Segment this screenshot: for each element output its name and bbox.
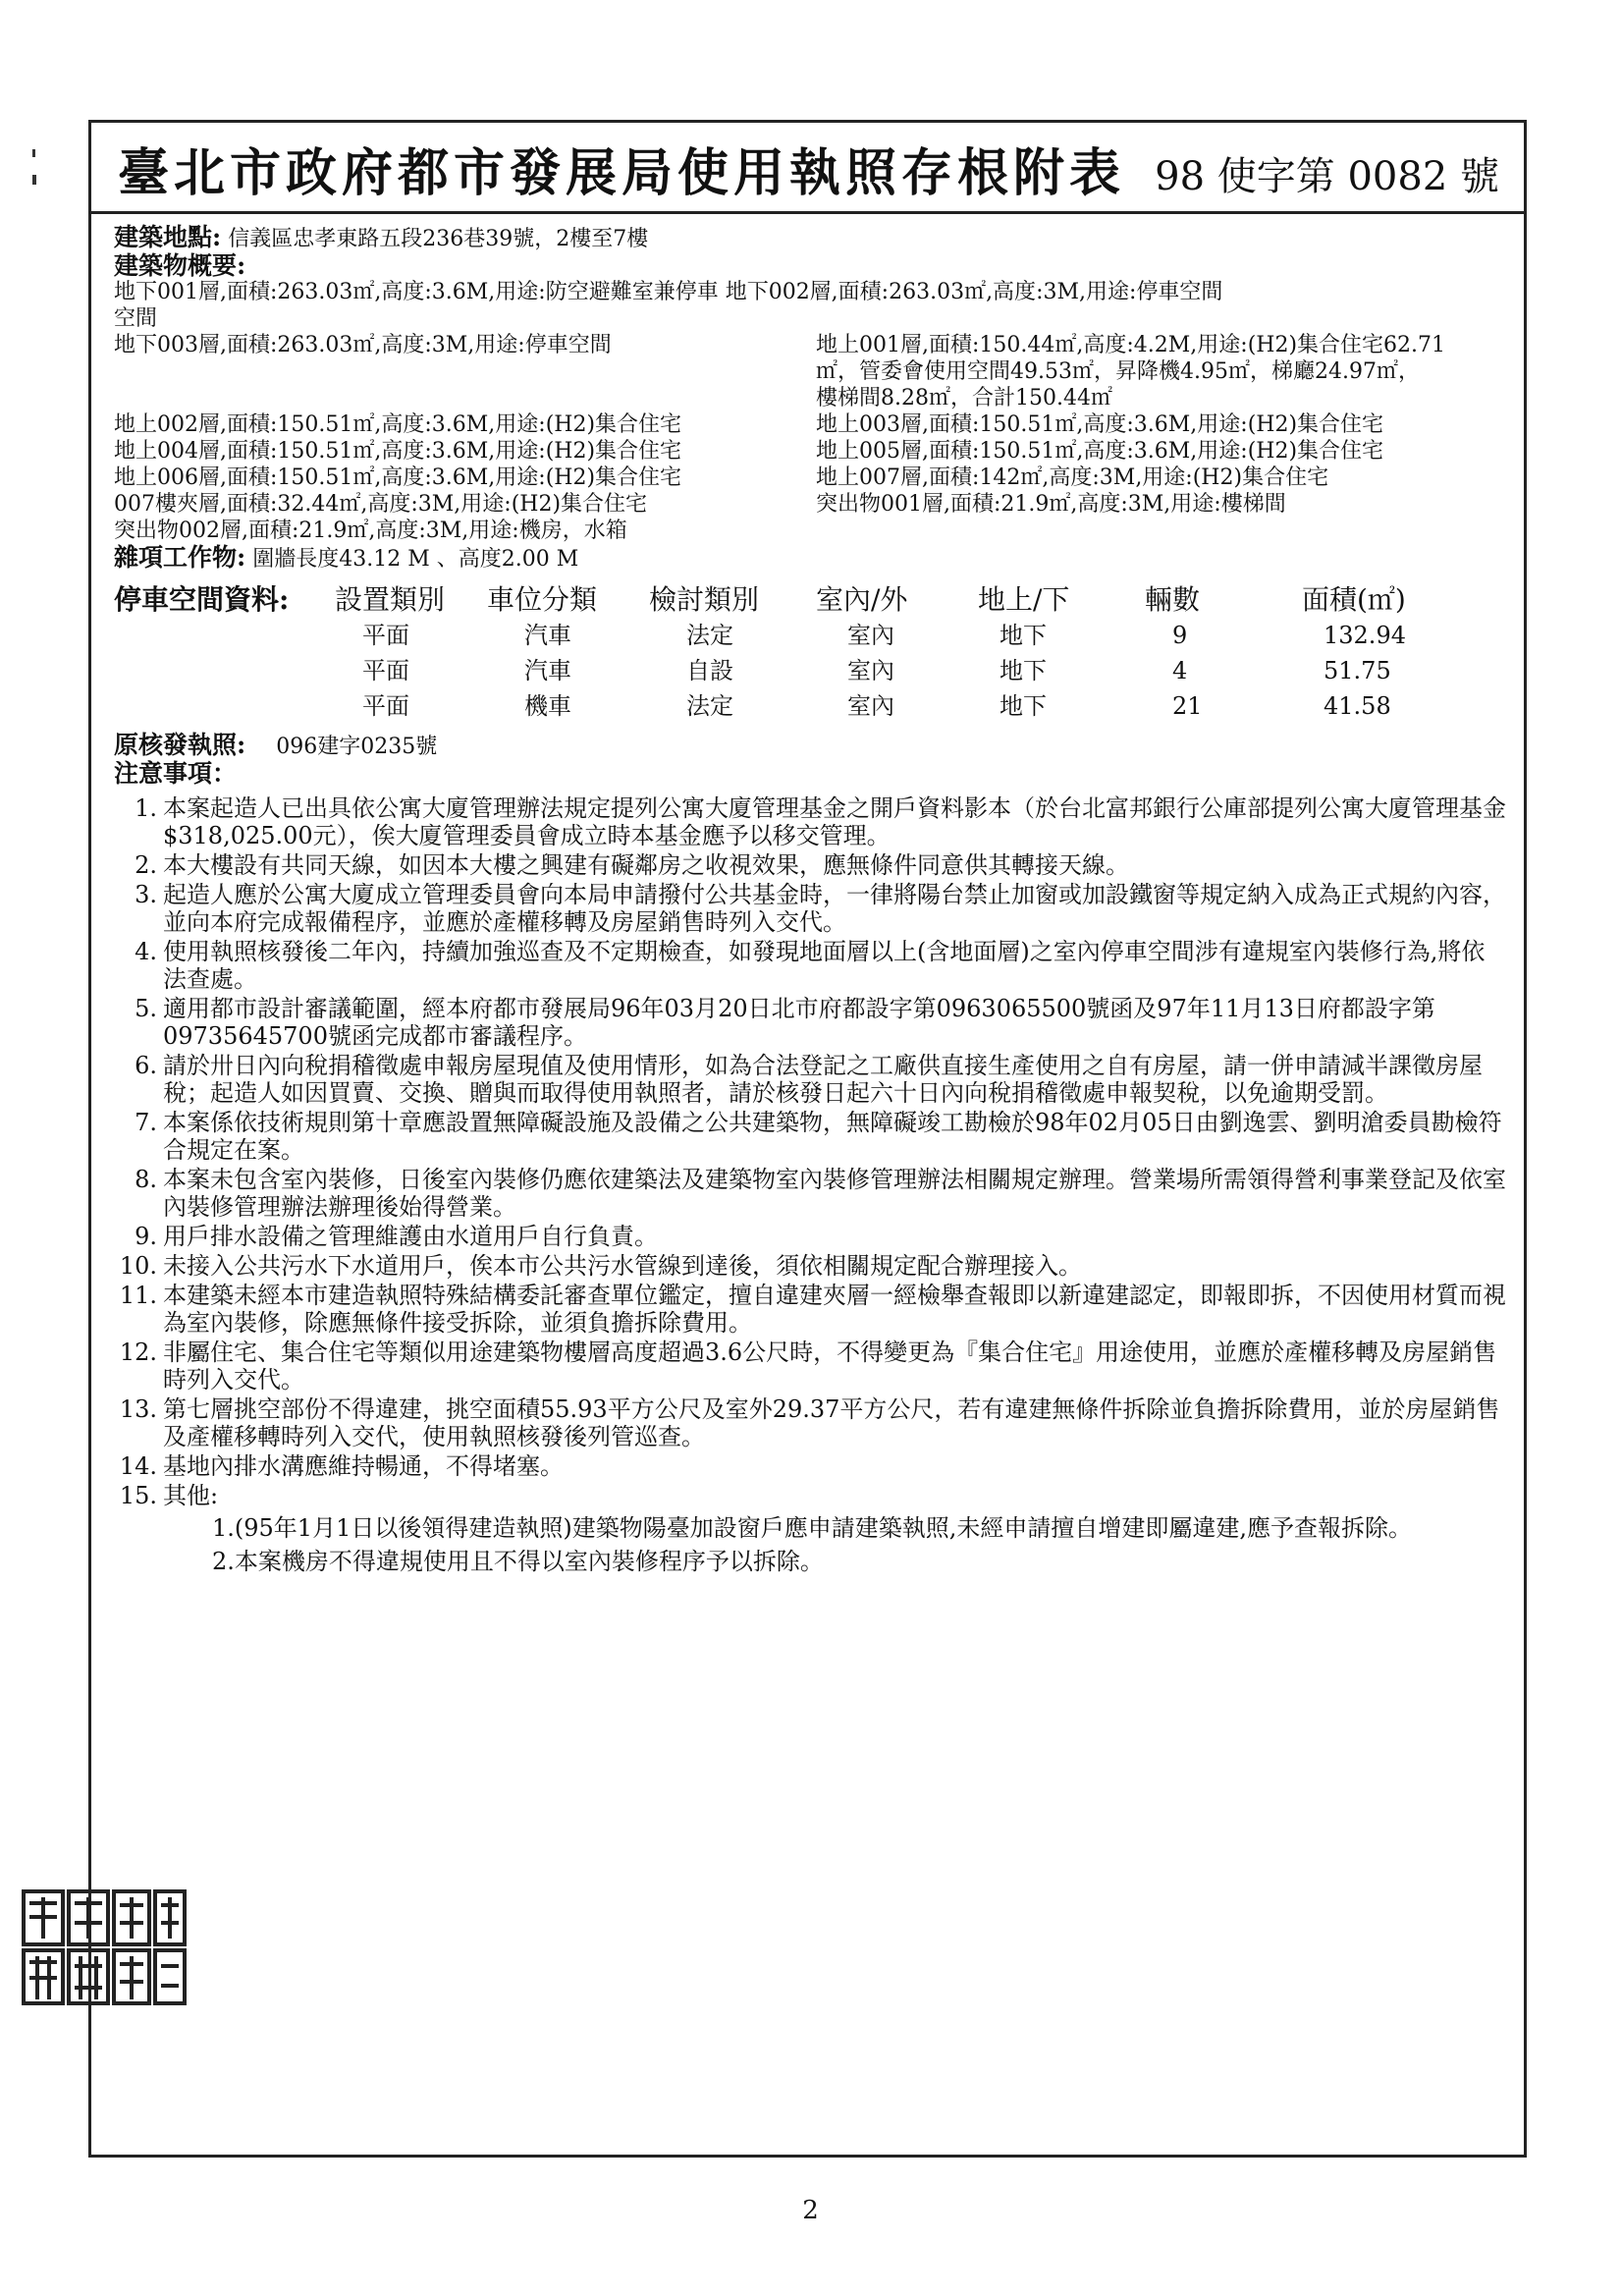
parking-label: 停車空間資料: xyxy=(114,583,290,616)
notes-label: 注意事項： xyxy=(114,759,238,788)
parking-cell: 51.75 xyxy=(1324,657,1391,684)
floor-line: ㎡，管委會使用空間49.53㎡，昇降機4.95㎡，梯廳24.97㎡， xyxy=(816,359,1420,384)
parking-col-header: 室內/外 xyxy=(816,583,908,616)
overview-line: 地下001層,面積:263.03㎡,高度:3.6M,用途:防空避難室兼停車 地下002層,面積:263.03㎡,高度:3M,用途:停車空間 xyxy=(114,280,1223,304)
parking-col-header: 設置類別 xyxy=(335,583,446,616)
parking-cell: 4 xyxy=(1172,657,1188,684)
parking-cell: 地下 xyxy=(1000,657,1047,684)
page-number: 2 xyxy=(802,2196,819,2225)
document-title: 臺北市政府都市發展局使用執照存根附表 xyxy=(118,143,1126,203)
overview-label: 建築物概要: xyxy=(114,251,246,280)
parking-cell: 汽車 xyxy=(524,622,571,649)
parking-cell: 汽車 xyxy=(524,657,571,684)
note-sub-item: 2.本案機房不得違規使用且不得以室內裝修程序予以拆除。 xyxy=(212,1548,824,1575)
original-permit-label: 原核發執照: xyxy=(114,731,246,759)
note-item: 11. 本建築未經本市建造執照特殊結構委託審查單位鑑定，擅自違建夾層一經檢舉查報即以新違建認定，即報即拆，不因使用材質而視為室內裝修，除應無條件接受拆除，並須負擔拆除費用。 xyxy=(119,1282,1506,1337)
original-permit xyxy=(114,732,1518,760)
floor-line: 突出物001層,面積:21.9㎡,高度:3M,用途:樓梯間 xyxy=(816,492,1286,517)
floor-line: 地下003層,面積:263.03㎡,高度:3M,用途:停車空間 xyxy=(114,333,612,357)
parking-cell: 平面 xyxy=(362,657,409,684)
overview-block-a xyxy=(114,332,1518,411)
floor-line: 地上002層,面積:150.51㎡,高度:3.6M,用途:(H2)集合住宅 xyxy=(114,412,682,437)
parking-cell: 機車 xyxy=(524,692,571,720)
permit-number: 98 使字第 0082 號 xyxy=(1155,154,1499,199)
notes-list xyxy=(114,794,1518,1578)
parking-col-header: 地上/下 xyxy=(978,583,1070,616)
parking-cell: 地下 xyxy=(1000,622,1047,649)
parking-col-header: 面積(㎡) xyxy=(1302,583,1406,616)
floor-line: 007樓夾層,面積:32.44㎡,高度:3M,用途:(H2)集合住宅 xyxy=(114,492,648,517)
parking-cell: 9 xyxy=(1172,622,1188,649)
floor-line: 地上007層,面積:142㎡,高度:3M,用途:(H2)集合住宅 xyxy=(816,465,1329,490)
floor-line: 地上006層,面積:150.51㎡,高度:3.6M,用途:(H2)集合住宅 xyxy=(114,465,682,490)
parking-cell: 地下 xyxy=(1000,692,1047,720)
parking-row xyxy=(114,688,1518,724)
parking-col-header: 檢討類別 xyxy=(649,583,760,616)
note-item: 8. 本案未包含室內裝修，日後室內裝修仍應依建築法及建築物室內裝修管理辦法相關規定辦理。營業場所需領得營利事業登記及依室內裝修管理辦法辦理後始得營業。 xyxy=(135,1166,1506,1221)
misc-work xyxy=(114,544,1518,573)
note-item: 13. 第七層挑空部份不得違建，挑空面積55.93平方公尺及室外29.37平方公尺，若有違建無條件拆除並負擔拆除費用，並於房屋銷售及產權移轉時列入交代，使用執照核發後列管巡查。 xyxy=(119,1395,1500,1450)
parking-cell: 132.94 xyxy=(1324,622,1406,649)
note-item: 15. 其他: xyxy=(119,1482,219,1509)
parking-col-header: 輛數 xyxy=(1145,583,1201,616)
official-seal-stamp xyxy=(18,1884,189,2011)
floor-line: 地上001層,面積:150.44㎡,高度:4.2M,用途:(H2)集合住宅62.71 xyxy=(816,333,1446,357)
original-permit-value: 096建字0235號 xyxy=(276,735,438,759)
floor-line: 突出物002層,面積:21.9㎡,高度:3M,用途:機房，水箱 xyxy=(114,519,627,543)
parking-cell: 室內 xyxy=(847,657,894,684)
parking-row xyxy=(114,618,1518,653)
parking-header xyxy=(114,582,1518,618)
site-label: 建築地點: xyxy=(114,223,222,251)
parking-cell: 室內 xyxy=(847,622,894,649)
document-body xyxy=(114,224,1518,1578)
note-item: 1. 本案起造人已出具依公寓大廈管理辦法規定提列公寓大廈管理基金之開戶資料影本（於台北富邦銀行公庫部提列公寓大廈管理基金$318,025.00元），俟大廈管理委員會成立時本基金應予以移交管理。 xyxy=(135,794,1506,849)
misc-work-label: 雜項工作物: xyxy=(114,543,246,572)
note-item: 4. 使用執照核發後二年內，持續加強巡查及不定期檢查，如發現地面層以上(含地面層)之室內停車空間涉有違規室內裝修行為,將依法查處。 xyxy=(135,938,1486,993)
note-item: 14. 基地內排水溝應維持暢通，不得堵塞。 xyxy=(119,1452,564,1480)
floor-line: 地上003層,面積:150.51㎡,高度:3.6M,用途:(H2)集合住宅 xyxy=(816,412,1384,437)
parking-cell: 41.58 xyxy=(1324,692,1391,720)
site-value: 信義區忠孝東路五段236巷39號，2樓至7樓 xyxy=(228,227,649,251)
overview-line: 空間 xyxy=(114,306,158,331)
floor-line: 地上005層,面積:150.51㎡,高度:3.6M,用途:(H2)集合住宅 xyxy=(816,439,1384,464)
parking-cell: 平面 xyxy=(362,622,409,649)
floor-line: 地上004層,面積:150.51㎡,高度:3.6M,用途:(H2)集合住宅 xyxy=(114,439,682,464)
overview-block-b xyxy=(114,411,1518,544)
parking-col-header: 車位分類 xyxy=(487,583,598,616)
site-location xyxy=(114,224,1518,252)
parking-cell: 21 xyxy=(1172,692,1203,720)
parking-cell: 自設 xyxy=(686,657,733,684)
binding-mark xyxy=(29,147,39,206)
note-item: 2. 本大樓設有共同天線，如因本大樓之興建有礙鄰房之收視效果，應無條件同意供其轉接天線。 xyxy=(135,851,1129,879)
note-item: 5. 適用都市設計審議範圍，經本府都市發展局96年03月20日北市府都設字第0963065500號函及97年11月13日府都設字第09735645700號函完成都市審議程序。 xyxy=(135,995,1435,1050)
note-item: 7. 本案係依技術規則第十章應設置無障礙設施及設備之公共建築物，無障礙竣工勘檢於98年02月05日由劉逸雲、劉明滄委員勘檢符合規定在案。 xyxy=(135,1109,1502,1164)
note-item: 3. 起造人應於公寓大廈成立管理委員會向本局申請撥付公共基金時，一律將陽台禁止加窗或加設鐵窗等規定納入成為正式規約內容，並向本府完成報備程序，並應於產權移轉及房屋銷售時列入交代。 xyxy=(135,881,1506,936)
note-item: 6. 請於卅日內向稅捐稽徵處申報房屋現值及使用情形，如為合法登記之工廠供直接生產使用之自有房屋，請一併申請減半課徵房屋稅；起造人如因買賣、交換、贈與而取得使用執照者，請於核發日起六十日內向稅捐稽徵處申報契稅，以免逾期受罰。 xyxy=(135,1052,1483,1107)
parking-cell: 平面 xyxy=(362,692,409,720)
note-sub-item: 1.(95年1月1日以後領得建造執照)建築物陽臺加設窗戶應申請建築執照,未經申請擅自增建即屬違建,應予查報拆除。 xyxy=(212,1514,1412,1542)
title-row xyxy=(88,120,1527,214)
parking-cell: 法定 xyxy=(686,622,733,649)
floor-line: 樓梯間8.28㎡，合計150.44㎡ xyxy=(816,386,1112,410)
note-item: 9. 用戶排水設備之管理維護由水道用戶自行負責。 xyxy=(135,1223,658,1250)
parking-cell: 室內 xyxy=(847,692,894,720)
note-item: 12. 非屬住宅、集合住宅等類似用途建築物樓層高度超過3.6公尺時，不得變更為『集合住宅』用途使用，並應於產權移轉及房屋銷售時列入交代。 xyxy=(119,1339,1497,1394)
note-item: 10. 未接入公共污水下水道用戶，俟本市公共污水管線到達後，須依相關規定配合辦理接入。 xyxy=(119,1252,1082,1280)
parking-cell: 法定 xyxy=(686,692,733,720)
parking-row xyxy=(114,653,1518,688)
misc-work-value: 圍牆長度43.12 M 、高度2.00 M xyxy=(252,547,579,572)
